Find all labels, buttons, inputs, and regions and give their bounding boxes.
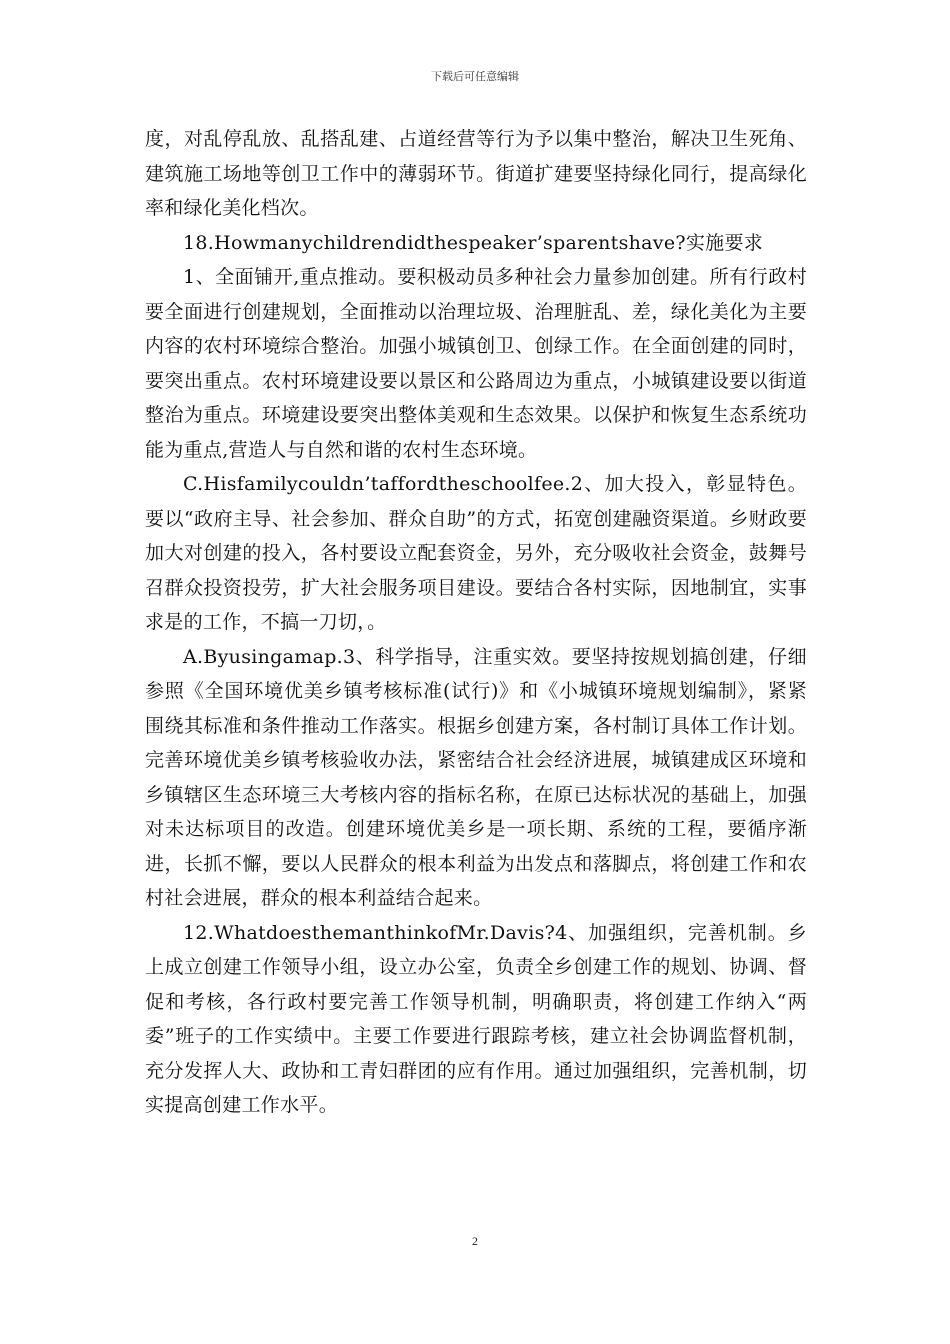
paragraph-continuation: 度，对乱停乱放、乱搭乱建、占道经营等行为予以集中整治，解决卫生死角、建筑施工场地等创卫工作中的薄弱环节。街道扩建要坚持绿化同行，提高绿化率和绿化美化档次。 [145, 128, 807, 219]
document-body [145, 122, 807, 1123]
paragraph-item-3: A.Byusingamap.3、科学指导，注重实效。要坚持按规划搞创建，仔细参照《全国环境优美乡镇考核标准(试行)》和《小城镇环境规划编制》，紧紧围绕其标准和条件推动工作落实。根据乡创建方案，各村制订具体工作计划。完善环境优美乡镇考核验收办法，紧密结合社会经济进展，城镇建成区环境和乡镇辖区生态环境三大考核内容的指标名称，在原已达标状况的基础上，加强对未达标项目的改造。创建环境优美乡是一项长期、系统的工程，要循序渐进，长抓不懈，要以人民群众的根本利益为出发点和落脚点，将创建工作和农村社会进展，群众的根本利益结合起来。 [145, 645, 807, 909]
page-header: 下载后可任意编辑 [431, 70, 519, 83]
paragraph-item-4: 12.WhatdoesthemanthinkofMr.Davis?4、加强组织，完善机制。乡上成立创建工作领导小组，设立办公室，负责全乡创建工作的规划、协调、督促和考核，各行政村要完善工作领导机制，明确职责，将创建工作纳入“两委”班子的工作实绩中。主要工作要进行跟踪考核，建立社会协调监督机制，充分发挥人大、政协和工青妇群团的应有作用。通过加强组织，完善机制，切实提高创建工作水平。 [145, 921, 807, 1116]
page-number: 2 [472, 1234, 478, 1248]
paragraph-item-1: 1、全面铺开,重点推动。要积极动员多种社会力量参加创建。所有行政村要全面进行创建规划，全面推动以治理垃圾、治理脏乱、差，绿化美化为主要内容的农村环境综合整治。加强小城镇创卫、创绿工作。在全面创建的同时，要突出重点。农村环境建设要以景区和公路周边为重点，小城镇建设要以街道整治为重点。环境建设要突出整体美观和生态效果。以保护和恢复生态系统功能为重点,营造人与自然和谐的农村生态环境。 [145, 266, 807, 461]
paragraph-question-18: 18.Howmanychildrendidthespeaker’sparentshave?实施要求 [183, 231, 764, 254]
paragraph-item-2: C.Hisfamilycouldn’taffordtheschoolfee.2、加大投入，彰显特色。要以“政府主导、社会参加、群众自助”的方式，拓宽创建融资渠道。乡财政要加大对创建的投入，各村要设立配套资金，另外，充分吸收社会资金，鼓舞号召群众投资投劳，扩大社会服务项目建设。要结合各村实际，因地制宜，实事求是的工作，不搞一刀切，。 [145, 473, 807, 633]
